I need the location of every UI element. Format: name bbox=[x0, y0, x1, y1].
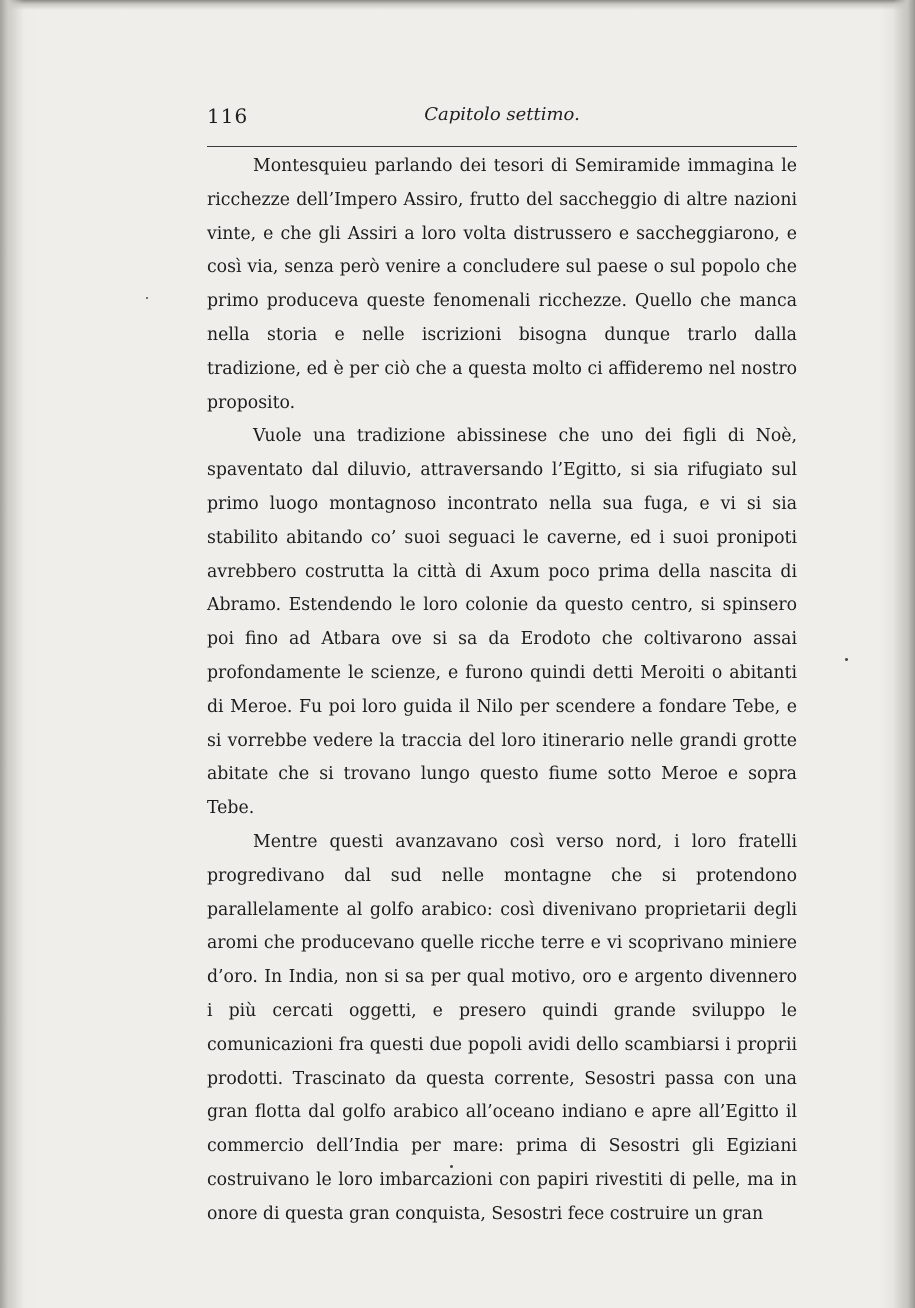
print-speck bbox=[450, 1165, 453, 1168]
page-right-edge-shadow bbox=[893, 0, 915, 1308]
page-left-binding-shadow bbox=[0, 0, 24, 1308]
page-top-shadow bbox=[0, 0, 915, 10]
header-rule bbox=[207, 146, 797, 147]
print-speck bbox=[845, 658, 848, 661]
paragraph: Vuole una tradizione abissinese che uno dei figli di Noè, spaventato dal diluvio, attraversando l’Egitto, si sia rifugiato sul primo luogo montagnoso incontrato nella sua fuga, e vi si sia stabilito abitando co’ suoi seguaci le caverne, ed i suoi pronipoti avrebbero costrutta la città di Axum poco prima della nascita di Abramo. Estendendo le loro colonie da questo centro, si spinsero poi fino ad Atbara ove si sa da Erodoto che coltivarono assai profondamente le scienze, e furono quindi detti Meroiti o abitanti di Meroe. Fu poi loro guida il Nilo per scendere a fondare Tebe, e si vorrebbe vedere la traccia del loro itinerario nelle grandi grotte abitate che si trovano lungo questo fiume sotto Meroe e sopra Tebe. bbox=[207, 426, 797, 819]
paragraph: Montesquieu parlando dei tesori di Semiramide immagina le ricchezze dell’Impero Assiro, frutto del saccheggio di altre nazioni vinte, e che gli Assiri a loro volta distrussero e saccheggiarono, e così via, senza però venire a concludere sul paese o sul popolo che primo produceva queste fenomenali ricchezze. Quello che manca nella storia e nelle iscrizioni bisogna dunque trarlo dalla tradizione, ed è per ciò che a questa molto ci affideremo nel nostro proposito. bbox=[207, 156, 797, 413]
page-number: 116 bbox=[207, 104, 249, 128]
running-header bbox=[207, 104, 797, 136]
paragraph: Mentre questi avanzavano così verso nord, i loro fratelli progredivano dal sud nelle montagne che si protendono parallelamente al golfo arabico: così divenivano proprietarii degli aromi che producevano quelle ricche terre e vi scoprivano miniere d’oro. In India, non si sa per qual motivo, oro e argento divennero i più cercati oggetti, e presero quindi grande sviluppo le comunicazioni fra questi due popoli avidi dello scambiarsi i proprii prodotti. Trascinato da questa corrente, Sesostri passa con una gran flotta dal golfo arabico all’oceano indiano e apre all’Egitto il commercio dell’India per mare: prima di Sesostri gli Egiziani costruivano le loro imbarcazioni con papiri rivestiti di pelle, ma in onore di questa gran conquista, Sesostri fece costruire un gran bbox=[207, 831, 797, 1224]
print-speck bbox=[146, 297, 148, 299]
chapter-title: Capitolo settimo. bbox=[424, 104, 580, 125]
body-text bbox=[207, 150, 797, 1232]
